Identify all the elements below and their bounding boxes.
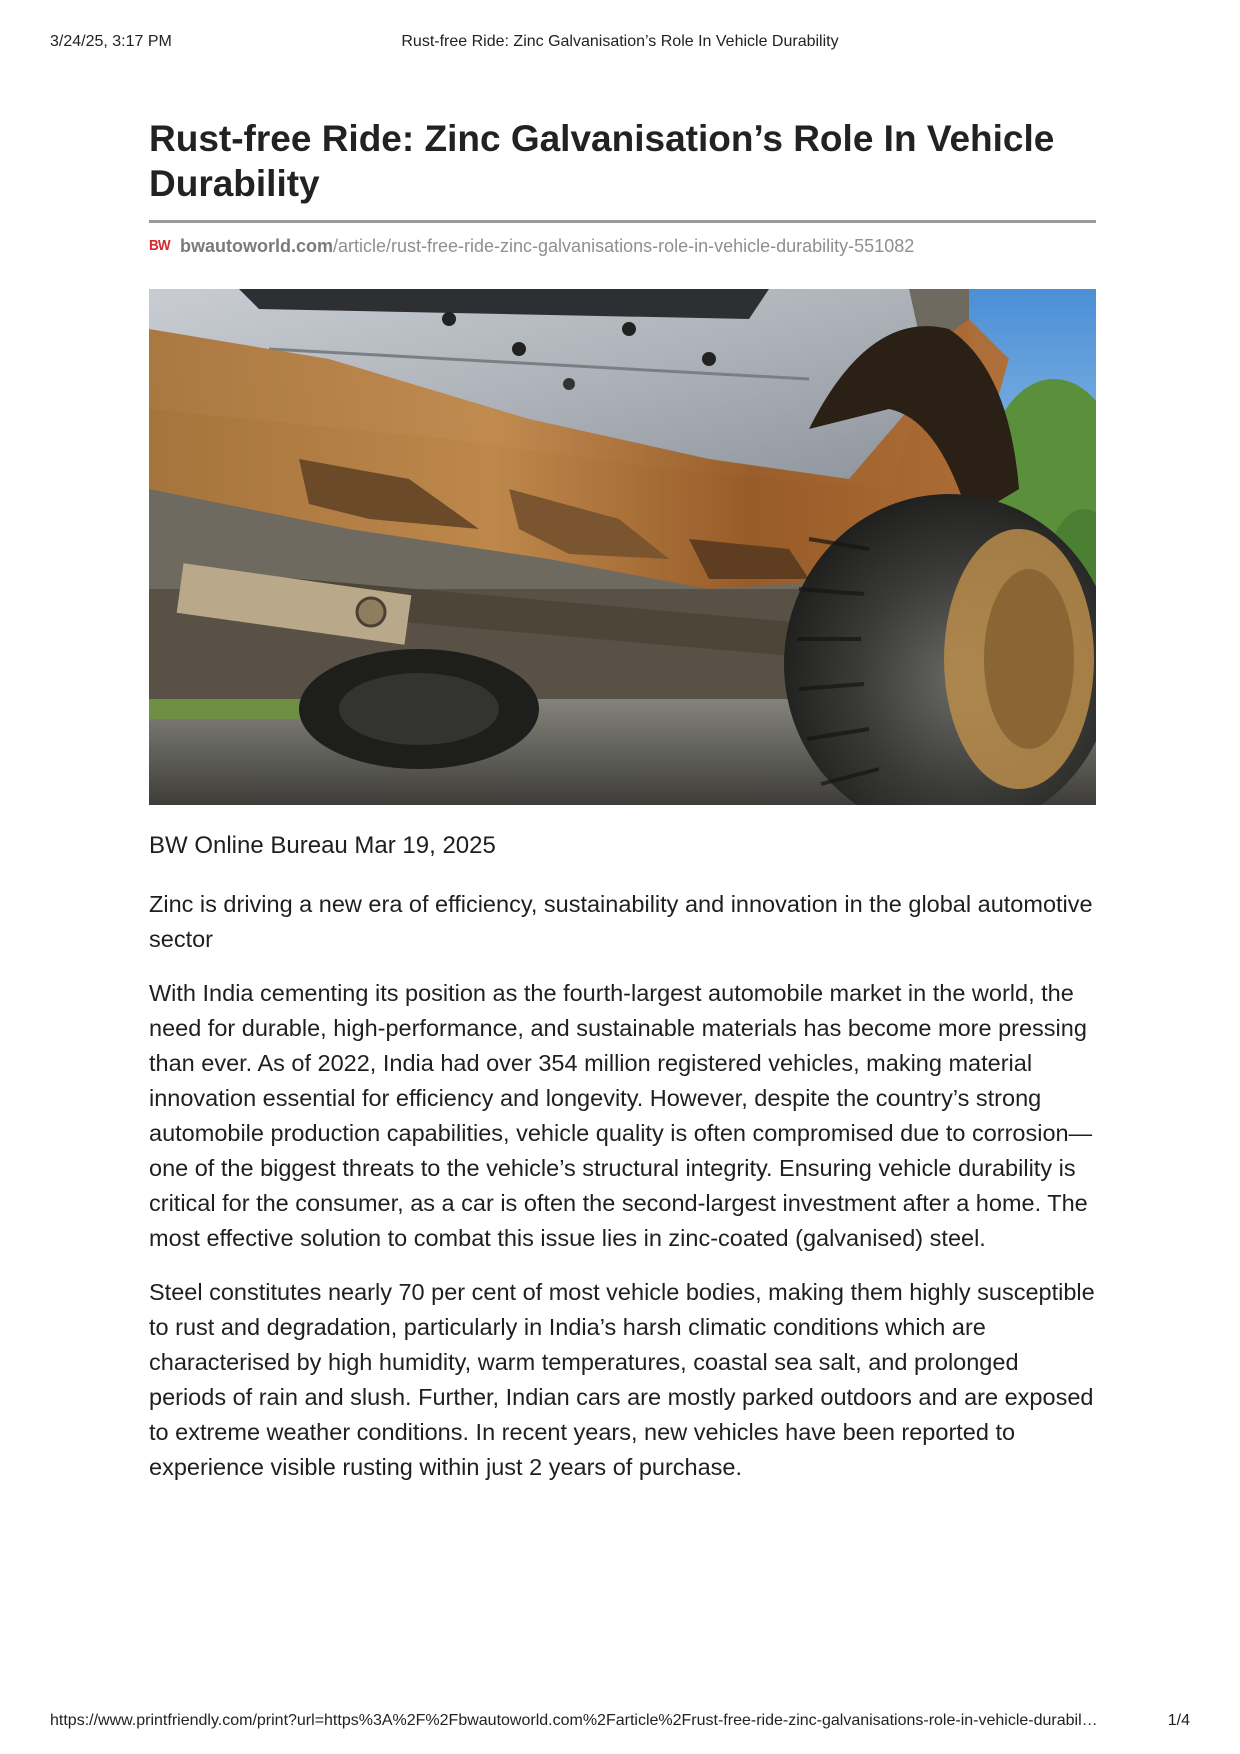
page-number: 1/4	[1167, 1712, 1190, 1729]
source-domain: bwautoworld.com	[180, 235, 333, 256]
print-datetime: 3/24/25, 3:17 PM	[50, 33, 172, 50]
print-page-title: Rust-free Ride: Zinc Galvanisation’s Role In Vehicle Durability	[401, 33, 839, 50]
bw-logo-icon: BW	[149, 237, 170, 254]
print-footer-url: https://www.printfriendly.com/print?url=https%3A%2F%2Fbwautoworld.com%2Farticle%2Frust-free-ride-zinc-galvanisations-role-in-vehicle-durabil…	[50, 1712, 1098, 1729]
source-link[interactable]	[149, 233, 1096, 259]
hero-image	[149, 289, 1096, 805]
article-lead: Zinc is driving a new era of efficiency, sustainability and innovation in the global automotive sector	[149, 891, 1093, 952]
print-header	[50, 33, 1190, 53]
article-paragraph: With India cementing its position as the fourth-largest automobile market in the world, the need for durable, high-performance, and sustainable materials has become more pressing than ever. As of 2022, India had over 354 million registered vehicles, making material innovation essential for efficiency and longevity. However, despite the country’s strong automobile production capabilities, vehicle quality is often compromised due to corrosion—one of the biggest threats to the vehicle’s structural integrity. Ensuring vehicle durability is critical for the consumer, as a car is often the second-largest investment after a home. The most effective solution to combat this issue lies in zinc-coated (galvanised) steel.	[149, 980, 1093, 1251]
article	[149, 116, 1096, 1485]
print-footer	[50, 1712, 1190, 1732]
source-path: /article/rust-free-ride-zinc-galvanisations-role-in-vehicle-durability-551082	[333, 235, 915, 256]
article-byline: BW Online Bureau Mar 19, 2025	[149, 832, 496, 859]
article-title: Rust-free Ride: Zinc Galvanisation’s Role In Vehicle Durability	[149, 116, 1096, 223]
article-paragraph: Steel constitutes nearly 70 per cent of most vehicle bodies, making them highly susceptible to rust and degradation, particularly in India’s harsh climatic conditions which are characterised by high humidity, warm temperatures, coastal sea salt, and prolonged periods of rain and slush. Further, Indian cars are mostly parked outdoors and are exposed to extreme weather conditions. In recent years, new vehicles have been reported to experience visible rusting within just 2 years of purchase.	[149, 1279, 1095, 1480]
